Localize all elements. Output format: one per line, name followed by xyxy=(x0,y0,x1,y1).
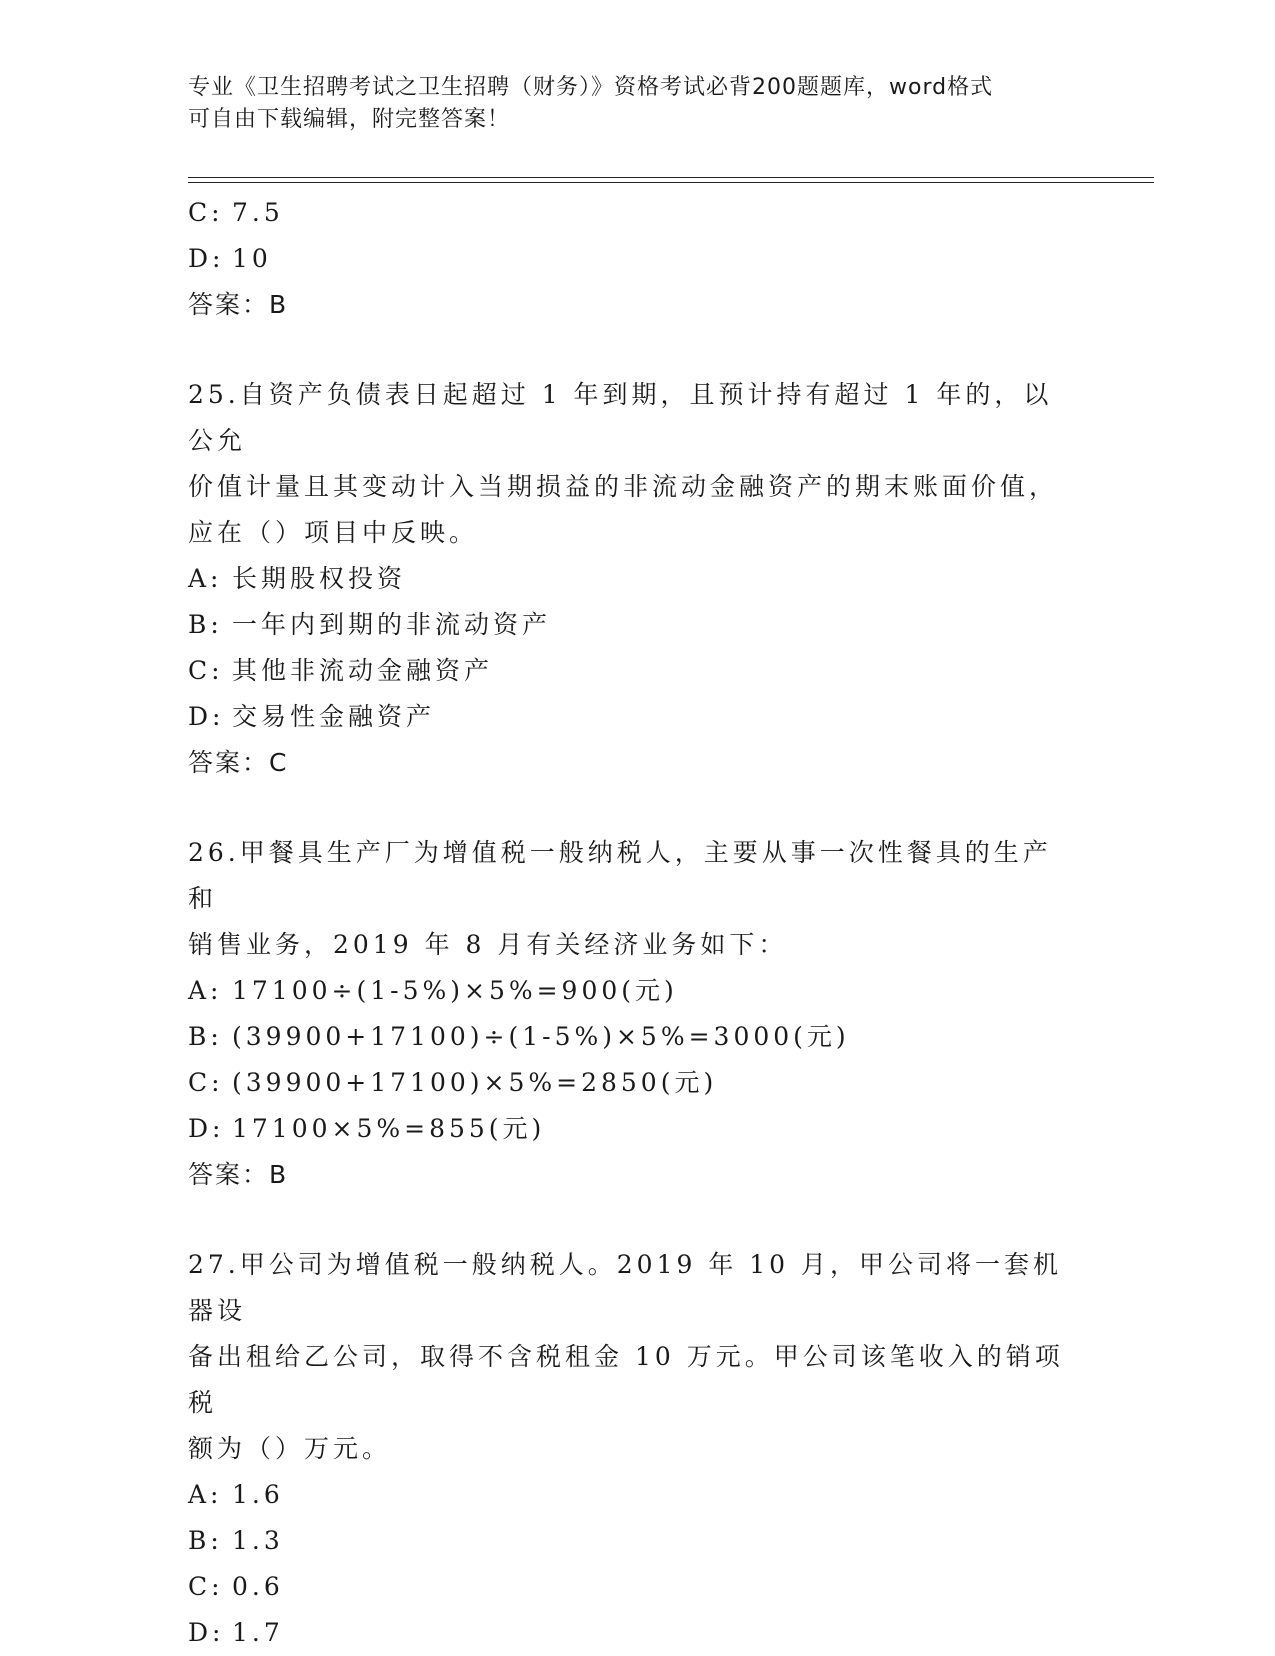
option-label: B: xyxy=(188,1022,223,1051)
option-label: C: xyxy=(188,1572,224,1601)
option-a xyxy=(188,556,1088,602)
option-text: (39900+17100)×5%=2850(元) xyxy=(232,1068,718,1097)
option-label: D: xyxy=(188,244,225,273)
option-label: B: xyxy=(188,1526,223,1555)
option-c xyxy=(188,190,1088,236)
question-text-line: 26.甲餐具生产厂为增值税一般纳税人，主要从事一次性餐具的生产和 xyxy=(188,838,1052,913)
question-text-line: 额为（）万元。 xyxy=(188,1434,392,1463)
answer-line: 答案：B xyxy=(188,290,289,319)
question-27 xyxy=(188,1242,1088,1656)
question-text-line: 销售业务，2019 年 8 月有关经济业务如下： xyxy=(188,930,788,959)
question-text-line: 应在（）项目中反映。 xyxy=(188,518,479,547)
option-label: A: xyxy=(188,976,223,1005)
option-d xyxy=(188,1106,1088,1152)
question-list xyxy=(188,190,1088,1656)
option-text: 1.3 xyxy=(232,1526,284,1555)
option-label: C: xyxy=(188,1068,224,1097)
option-d xyxy=(188,694,1088,740)
option-text: 17100×5%=855(元) xyxy=(232,1114,546,1143)
option-c xyxy=(188,1564,1088,1610)
option-text: 1.6 xyxy=(232,1480,284,1509)
question-text xyxy=(188,830,1068,968)
question-text xyxy=(188,372,1068,556)
answer-line: 答案：C xyxy=(188,748,289,777)
option-b xyxy=(188,1518,1088,1564)
option-text: 长期股权投资 xyxy=(232,564,407,593)
option-label: C: xyxy=(188,198,224,227)
option-text: 0.6 xyxy=(232,1572,284,1601)
option-b xyxy=(188,602,1088,648)
option-label: D: xyxy=(188,702,225,731)
header-divider-top xyxy=(188,177,1154,178)
header-title-line-1: 专业《卫生招聘考试之卫生招聘（财务）》资格考试必背200题题库，word格式 xyxy=(188,75,994,100)
question-24-tail xyxy=(188,190,1088,328)
option-text: 10 xyxy=(232,244,272,273)
option-label: A: xyxy=(188,1480,223,1509)
question-text-line: 价值计量且其变动计入当期损益的非流动金融资产的期末账面价值， xyxy=(188,472,1059,501)
option-text: 17100÷(1-5%)×5%=900(元) xyxy=(232,976,678,1005)
header-title-line-2: 可自由下载编辑，附完整答案！ xyxy=(188,107,511,132)
option-d xyxy=(188,1610,1088,1656)
option-a xyxy=(188,968,1088,1014)
option-label: D: xyxy=(188,1618,225,1647)
option-text: 其他非流动金融资产 xyxy=(232,656,494,685)
answer-line: 答案：B xyxy=(188,1160,289,1189)
option-label: A: xyxy=(188,564,223,593)
question-26 xyxy=(188,830,1088,1198)
option-text: 1.7 xyxy=(232,1618,284,1647)
option-label: B: xyxy=(188,610,223,639)
question-text xyxy=(188,1242,1068,1472)
document-header xyxy=(188,72,1088,136)
option-label: C: xyxy=(188,656,224,685)
option-c xyxy=(188,648,1088,694)
option-text: 一年内到期的非流动资产 xyxy=(232,610,552,639)
option-a xyxy=(188,1472,1088,1518)
option-d xyxy=(188,236,1088,282)
header-divider-bottom xyxy=(188,182,1154,183)
option-text: 7.5 xyxy=(232,198,284,227)
option-text: (39900+17100)÷(1-5%)×5%=3000(元) xyxy=(232,1022,850,1051)
option-b xyxy=(188,1014,1088,1060)
question-text-line: 27.甲公司为增值税一般纳税人。2019 年 10 月，甲公司将一套机器设 xyxy=(188,1250,1063,1325)
option-label: D: xyxy=(188,1114,225,1143)
option-text: 交易性金融资产 xyxy=(232,702,436,731)
question-25 xyxy=(188,372,1088,786)
question-text-line: 备出租给乙公司，取得不含税租金 10 万元。甲公司该笔收入的销项税 xyxy=(188,1342,1064,1417)
question-text-line: 25.自资产负债表日起超过 1 年到期，且预计持有超过 1 年的，以公允 xyxy=(188,380,1053,455)
option-c xyxy=(188,1060,1088,1106)
